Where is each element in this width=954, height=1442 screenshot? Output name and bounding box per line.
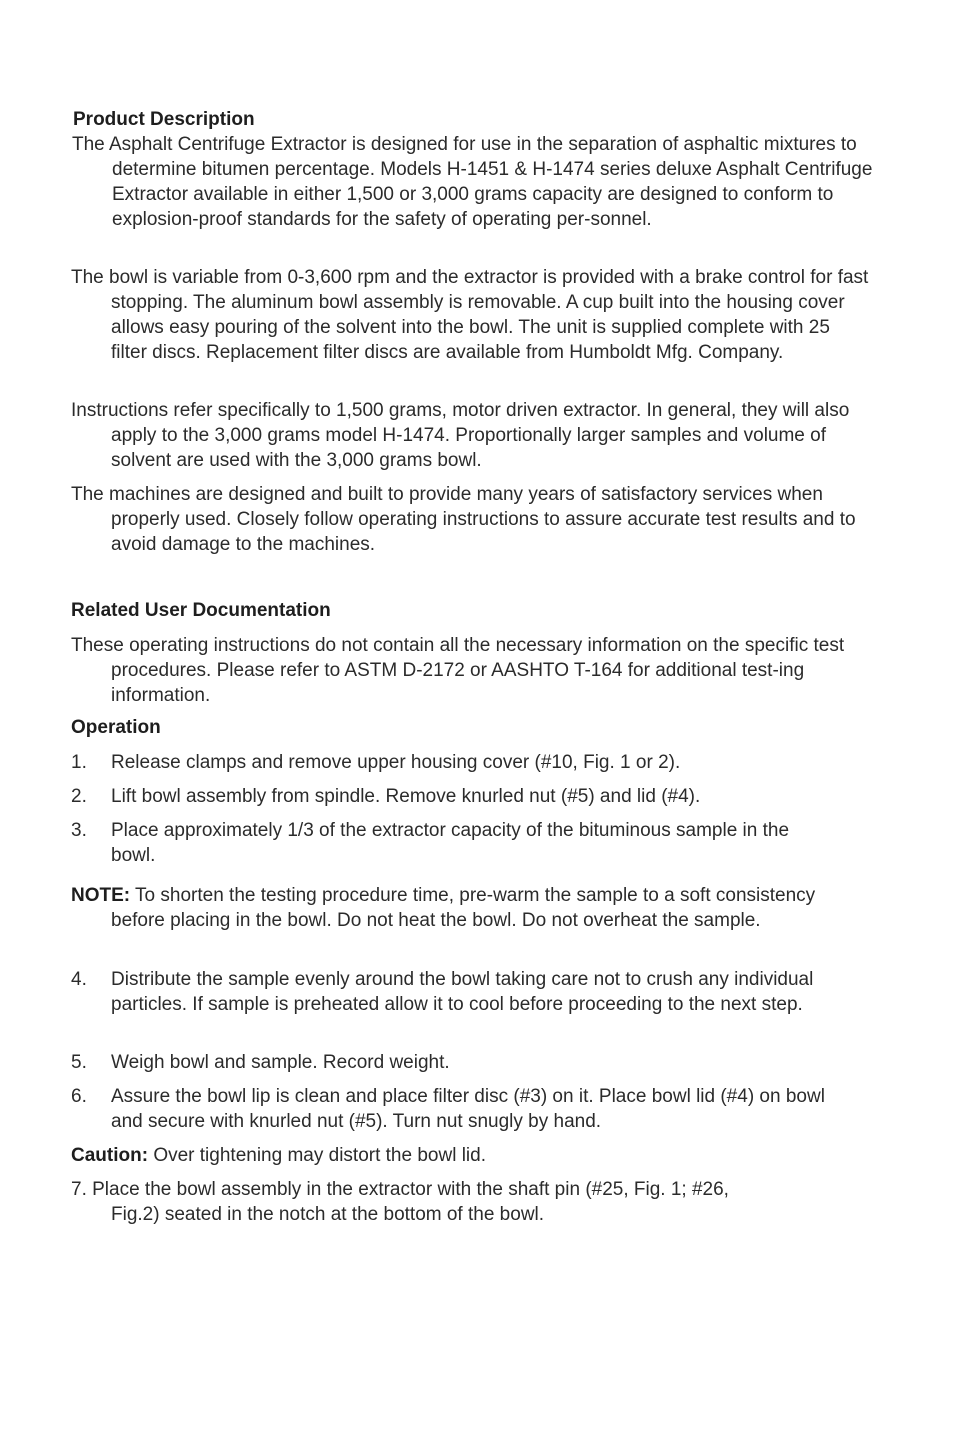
operation-step-7: 7. Place the bowl assembly in the extractor with the shaft pin (#25, Fig. 1; #26, Fig.2) seated in the notch at the bottom of the bowl. bbox=[71, 1179, 729, 1225]
product-description-paragraph-4: The machines are designed and built to provide many years of satisfactory services when properly used. Closely follow operating instructions to assure accurate test results and to avoid damage to the machines. bbox=[71, 484, 856, 555]
operation-step-5 bbox=[71, 1050, 871, 1075]
note-label: NOTE: bbox=[71, 885, 131, 906]
step-text: Lift bowl assembly from spindle. Remove knurled nut (#5) and lid (#4). bbox=[111, 786, 701, 807]
product-description-paragraph-2: The bowl is variable from 0-3,600 rpm and the extractor is provided with a brake control for fast stopping. The aluminum bowl assembly is removable. A cup built into the housing cover allows easy pouring of the solvent into the bowl. The unit is supplied complete with 25 filter discs. Replacement filter discs are available from Humboldt Mfg. Company. bbox=[71, 267, 869, 363]
step-number: 5. bbox=[71, 1052, 87, 1073]
step-text: Assure the bowl lip is clean and place filter disc (#3) on it. Place bowl lid (#4) on bowl and secure with knurled nut (#5). Turn nut snugly by hand. bbox=[111, 1086, 825, 1132]
operation-heading: Operation bbox=[71, 717, 161, 738]
caution-text: Over tightening may distort the bowl lid. bbox=[148, 1145, 486, 1166]
product-description-paragraph-3: Instructions refer specifically to 1,500 grams, motor driven extractor. In general, they will also apply to the 3,000 grams model H-1474. Proportionally larger samples and volume of solvent are used with the 3,000 grams bowl. bbox=[71, 400, 850, 471]
product-description-paragraph-1: The Asphalt Centrifuge Extractor is designed for use in the separation of asphaltic mixtures to determine bitumen percentage. Models H-1451 & H-1474 series deluxe Asphalt Centrifuge Extractor available in either 1,500 or 3,000 grams capacity are designed to conform to explosion-proof standards for the safety of operating per-sonnel. bbox=[72, 134, 873, 230]
operation-step-2 bbox=[71, 784, 871, 809]
step-number: 4. bbox=[71, 969, 87, 990]
note-text: To shorten the testing procedure time, pre-warm the sample to a soft consistency before placing in the bowl. Do not heat the bowl. Do not overheat the sample. bbox=[111, 885, 816, 931]
operation-step-6 bbox=[71, 1084, 841, 1134]
step-number: 2. bbox=[71, 786, 87, 807]
step-text: Release clamps and remove upper housing cover (#10, Fig. 1 or 2). bbox=[111, 752, 681, 773]
related-docs-heading: Related User Documentation bbox=[71, 600, 331, 621]
step-number: 6. bbox=[71, 1086, 87, 1107]
step-text: Weigh bowl and sample. Record weight. bbox=[111, 1052, 450, 1073]
operation-step-1 bbox=[71, 750, 871, 775]
operation-step-4 bbox=[71, 967, 841, 1017]
step-text: Place approximately 1/3 of the extractor capacity of the bituminous sample in the bowl. bbox=[111, 820, 790, 866]
operation-note bbox=[71, 883, 841, 933]
step-number: 3. bbox=[71, 820, 87, 841]
operation-caution bbox=[71, 1143, 881, 1168]
operation-step-3 bbox=[71, 818, 801, 868]
step-text: Distribute the sample evenly around the bowl taking care not to crush any individual particles. If sample is preheated allow it to cool before proceeding to the next step. bbox=[111, 969, 814, 1015]
step-number: 1. bbox=[71, 752, 87, 773]
related-docs-paragraph: These operating instructions do not contain all the necessary information on the specific test procedures. Please refer to ASTM D-2172 or AASHTO T-164 for additional test-ing information. bbox=[71, 635, 845, 706]
caution-label: Caution: bbox=[71, 1145, 149, 1166]
product-description-heading: Product Description bbox=[73, 109, 255, 130]
